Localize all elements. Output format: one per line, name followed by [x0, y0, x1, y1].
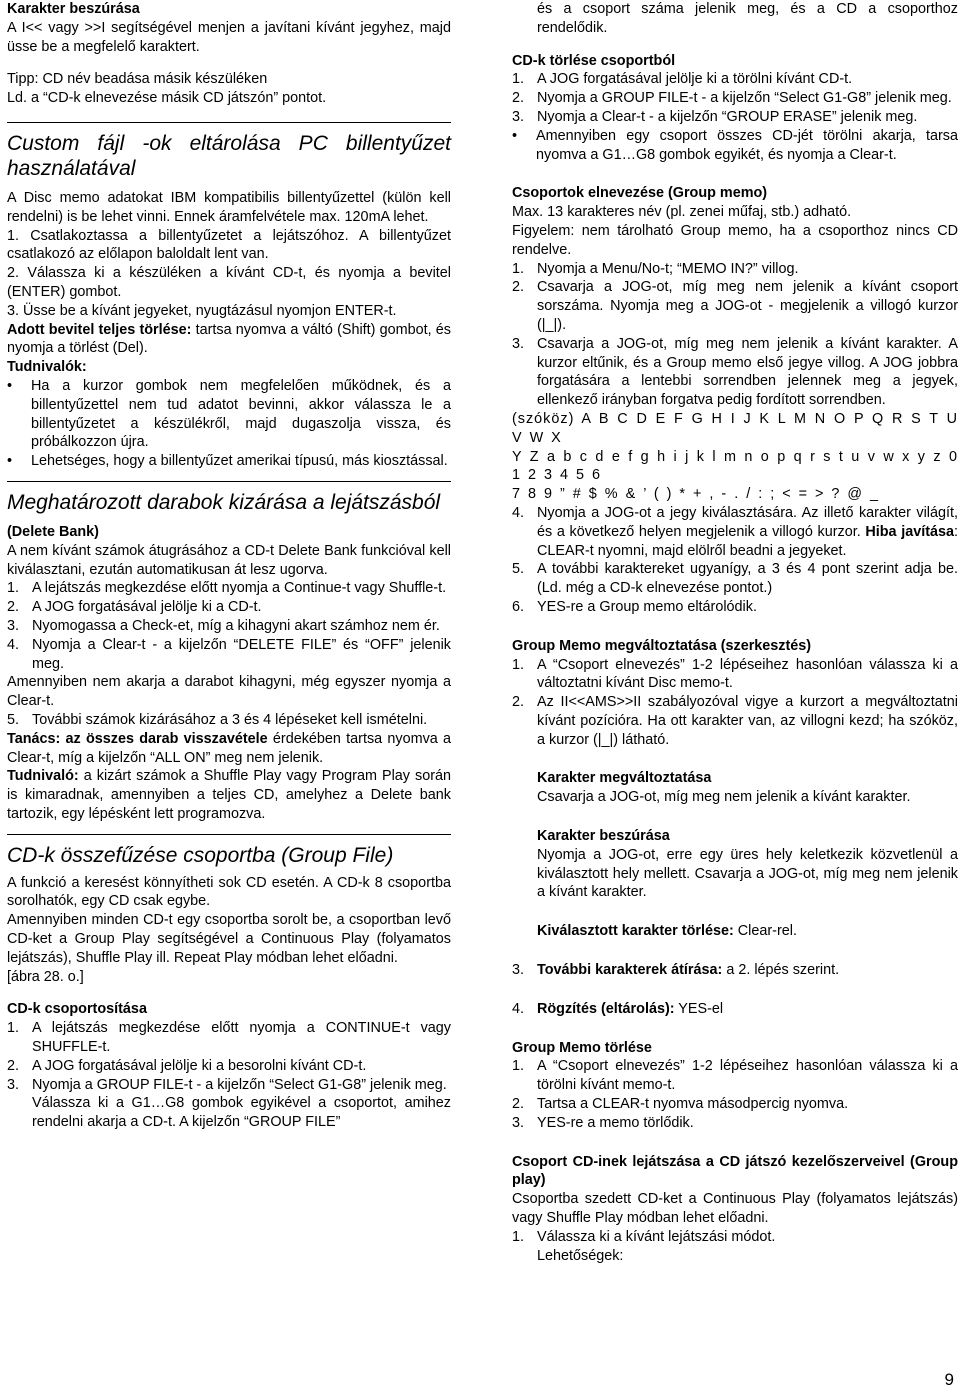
cd-delete-title: CD-k törlése csoportból	[512, 52, 676, 69]
advice-lead: Tanács: az összes darab visszavétele	[7, 730, 268, 747]
notes-title: Tudnivalók:	[7, 359, 87, 376]
left-column	[7, 0, 451, 1132]
custom-step-3: 3. Üsse be a kívánt jegyeket, nyugtázásul nyomjon ENTER-t.	[7, 302, 397, 319]
delete-bank-intro: A nem kívánt számok átugrásához a CD-t Delete Bank funkcióval kell kiválasztani, ezután automatikusan át lesz ugorva.	[7, 542, 451, 578]
group-p1: A funkció a keresést könnyítheti sok CD esetén. A CD-k 8 csoportba sorolhatók, egy CD csak egybe.	[7, 874, 451, 910]
gp-step: 1. Válassza ki a kívánt lejátszási módot.	[512, 1228, 776, 1245]
gmd-step: 3. YES-re a memo törlődik.	[512, 1114, 694, 1131]
gmd-step: 1. A “Csoport elnevezés” 1-2 lépéseihez hasonlóan válassza ki a törölni kívánt memo-t.	[512, 1058, 958, 1094]
gp-options-label: Lehetőségek:	[537, 1247, 624, 1264]
heading-group-file: CD-k összefűzése csoportba (Group File)	[7, 834, 451, 868]
char-delete-text: Clear-rel.	[737, 923, 797, 940]
page-number: 9	[944, 1370, 954, 1390]
custom-intro: A Disc memo adatokat IBM kompatibilis billentyűzettel (külön kell rendelni) is be lehet vinni. Ennek áramfelvétele max. 120mA lehet.	[7, 189, 451, 225]
info-text: a kizárt számok a Shuffle Play vagy Program Play során is kimaradnak, amennyiben a teljes CD, amelyhez a Delete bank tartozik, egy lépésként lett programozva.	[7, 768, 452, 822]
note-item: • Lehetséges, hogy a billentyűzet amerikai típusú, más kiosztással.	[7, 453, 448, 470]
continuation-text: és a csoport száma jelenik meg, és a CD a csoporthoz rendelődik.	[537, 1, 958, 36]
info-lead: Tudnivaló:	[7, 768, 79, 785]
group-memo-p1: Max. 13 karakteres név (pl. zenei műfaj, stb.) adható.	[512, 204, 852, 221]
grouping-step-3-cont: Válassza ki a G1…G8 gombok egyikével a csoportot, amihez rendelni akarja a CD-t. A kijelzőn “GROUP FILE”	[32, 1095, 451, 1131]
gm-delete-title: Group Memo törlése	[512, 1039, 652, 1056]
delete-bank-title: (Delete Bank)	[7, 523, 99, 540]
gmc-step: 2. Az II<<AMS>>II szabályozóval vigye a kurzort a megváltoztatni kívánt pozícióra. Ha ott karakter van, az villogni kezd; ha szóköz, a kurzor (|_|) látható.	[512, 694, 958, 748]
tip-line-1: Tipp: CD név beadása másik készüléken	[7, 71, 268, 88]
right-column	[512, 0, 958, 1265]
db-step: 3. Nyomogassa a Check-et, míg a kihagyni akart számhoz nem ér.	[7, 617, 440, 634]
char-change-title: Karakter megváltoztatása	[537, 770, 712, 787]
group-play-title: Csoport CD-inek lejátszása a CD játszó kezelőszerveivel (Group play)	[512, 1153, 958, 1189]
charset-line-3: 7 8 9 ” # $ % & ’ ( ) * + , - . / : ; < = > ? @ _	[512, 486, 880, 503]
gm-step-4: 4. Nyomja a JOG-ot a jegy kiválasztására. Az illető karakter világít, és a következő helyen megjelenik a villogó kurzor. Hiba javítása: CLEAR-t nyomni, majd elölről beadni a jegyeket.	[512, 504, 958, 559]
custom-step-1: 1. Csatlakoztassa a billentyűzetet a lejátszóhoz. A billentyűzet csatlakozó az előlapon baloldalt lent van.	[7, 227, 451, 263]
grouping-step: 2. A JOG forgatásával jelölje ki a besorolni kívánt CD-t.	[7, 1057, 367, 1074]
charset-line-2: Y Z a b c d e f g h i j k l m n o p q r s t u v w x y z 0 1 2 3 4 5 6	[512, 448, 958, 484]
char-change-text: Csavarja a JOG-ot, míg meg nem jelenik a kívánt karakter.	[537, 789, 911, 806]
gm-step: 3. Csavarja a JOG-ot, míg meg nem jelenik a kívánt karakter. A kurzor eltűnik, és a Group memo első jegye villog. A JOG jobbra forgatására a lentebbi sorrendben jelennek meg a jegyek, ellenkező irányban forgatva pedig fordított sorrendben.	[512, 335, 958, 409]
group-p2: Amennyiben minden CD-t egy csoportba sorolt be, a csoportban levő CD-ket a Group Play segítségével a Continuous Play (folyamatos lejátszás), Shuffle Play ill. Repeat Play módban lehet előadni.	[7, 912, 451, 966]
char-delete-paragraph	[512, 922, 958, 941]
tip-line-2: Ld. a “CD-k elnevezése másik CD játszón” pontot.	[7, 90, 327, 107]
heading-delete-tracks: Meghatározott darabok kizárása a lejátszásból	[7, 481, 451, 515]
gm-step: 1. Nyomja a Menu/No-t; “MEMO IN?” villog.	[512, 260, 799, 277]
info-paragraph	[7, 767, 451, 823]
char-insert-text: Nyomja a JOG-ot, erre egy üres hely keletkezik közvetlenül a kiválasztott hely mellett. Csavarja a JOG-ot, míg meg nem jelenik a kívánt karakter.	[537, 846, 958, 901]
cd-delete-bullet: • Amennyiben egy csoport összes CD-jét törölni akarja, tarsa nyomva a G1…G8 gombok egyikét, és nyomja a Clear-t.	[512, 127, 958, 163]
group-play-text: Csoportba szedett CD-ket a Continuous Play (folyamatos lejátszás) vagy Shuffle Play módban lehet előadni.	[512, 1191, 958, 1227]
insert-char-text: A I<< vagy >>I segítségével menjen a javítani kívánt jegyhez, majd üsse be a megfelelő karaktert.	[7, 19, 451, 55]
char-insert-title: Karakter beszúrása	[537, 828, 670, 845]
gmc-step: 1. A “Csoport elnevezés” 1-2 lépéseihez hasonlóan válassza ki a változtatni kívánt Disc memo-t.	[512, 656, 958, 692]
db-note: Amennyiben nem akarja a darabot kihagyni, még egyszer nyomja a Clear-t.	[7, 674, 451, 710]
edit-step-4: 4. Rögzítés (eltárolás): YES-el	[512, 1000, 724, 1017]
delete-entry-paragraph	[7, 321, 451, 359]
gm-change-title: Group Memo megváltoztatása (szerkesztés)	[512, 637, 812, 654]
db-step: 5. További számok kizárásához a 3 és 4 lépéseket kell ismételni.	[7, 711, 428, 728]
cd-delete-step: 2. Nyomja a GROUP FILE-t - a kijelzőn “Select G1-G8” jelenik meg.	[512, 90, 952, 107]
db-step: 1. A lejátszás megkezdése előtt nyomja a Continue-t vagy Shuffle-t.	[7, 580, 447, 597]
insert-char-title: Karakter beszúrása	[7, 1, 140, 17]
grouping-title: CD-k csoportosítása	[7, 1001, 147, 1018]
gm-step: 5. A további karaktereket ugyanígy, a 3 és 4 pont szerint adja be. (Ld. még a CD-k elnevezése pontot.)	[512, 561, 958, 597]
char-delete-lead: Kiválasztott karakter törlése:	[537, 923, 734, 940]
delete-entry-lead: Adott bevitel teljes törlése:	[7, 321, 192, 338]
delete-entry-text: tartsa nyomva a váltó (Shift) gombot, és nyomja a törlést (Del).	[7, 321, 451, 357]
cd-delete-step: 1. A JOG forgatásával jelölje ki a törölni kívánt CD-t.	[512, 71, 853, 88]
advice-paragraph	[7, 730, 451, 768]
cd-delete-step: 3. Nyomja a Clear-t - a kijelzőn “GROUP ERASE” jelenik meg.	[512, 108, 918, 125]
grouping-step: 1. A lejátszás megkezdése előtt nyomja a CONTINUE-t vagy SHUFFLE-t.	[7, 1020, 451, 1056]
edit-step-3: 3. További karakterek átírása: a 2. lépés szerint.	[512, 962, 840, 979]
custom-step-2: 2. Válassza ki a készüléken a kívánt CD-t, és nyomja a bevitel (ENTER) gombot.	[7, 265, 451, 300]
note-item: • Ha a kurzor gombok nem megfelelően működnek, és a billentyűzettel nem tud adatot bevinni, akkor válassza le a billentyűzetet a készülékről, majd dugaszolja vissza, és próbálkozzon újra.	[7, 377, 451, 451]
gm-step: 2. Csavarja a JOG-ot, míg meg nem jelenik a kívánt csoport sorszáma. Nyomja meg a JOG-ot - megjelenik a villogó kurzor (|_|).	[512, 279, 958, 333]
group-memo-p2: Figyelem: nem tárolható Group memo, ha a csoporthoz nincs CD rendelve.	[512, 222, 958, 258]
advice-text: érdekében tartsa nyomva a Clear-t, míg a kijelzőn “ALL ON” meg nem jelenik.	[7, 730, 452, 766]
db-step: 4. Nyomja a Clear-t - a kijelzőn “DELETE FILE” és “OFF” jelenik meg.	[7, 636, 451, 672]
gmd-step: 2. Tartsa a CLEAR-t nyomva másodpercig nyomva.	[512, 1096, 849, 1113]
gm-step: 6. YES-re a Group memo eltárolódik.	[512, 598, 757, 615]
group-memo-title: Csoportok elnevezése (Group memo)	[512, 185, 768, 202]
group-ref: [ábra 28. o.]	[7, 968, 84, 985]
db-step: 2. A JOG forgatásával jelölje ki a CD-t.	[7, 599, 262, 616]
charset-line-1: (szóköz) A B C D E F G H I J K L M N O P Q R S T U V W X	[512, 410, 958, 446]
heading-custom-file: Custom fájl -ok eltárolása PC billentyűzet használatával	[7, 122, 451, 181]
grouping-step: 3. Nyomja a GROUP FILE-t - a kijelzőn “Select G1-G8” jelenik meg.	[7, 1076, 447, 1093]
